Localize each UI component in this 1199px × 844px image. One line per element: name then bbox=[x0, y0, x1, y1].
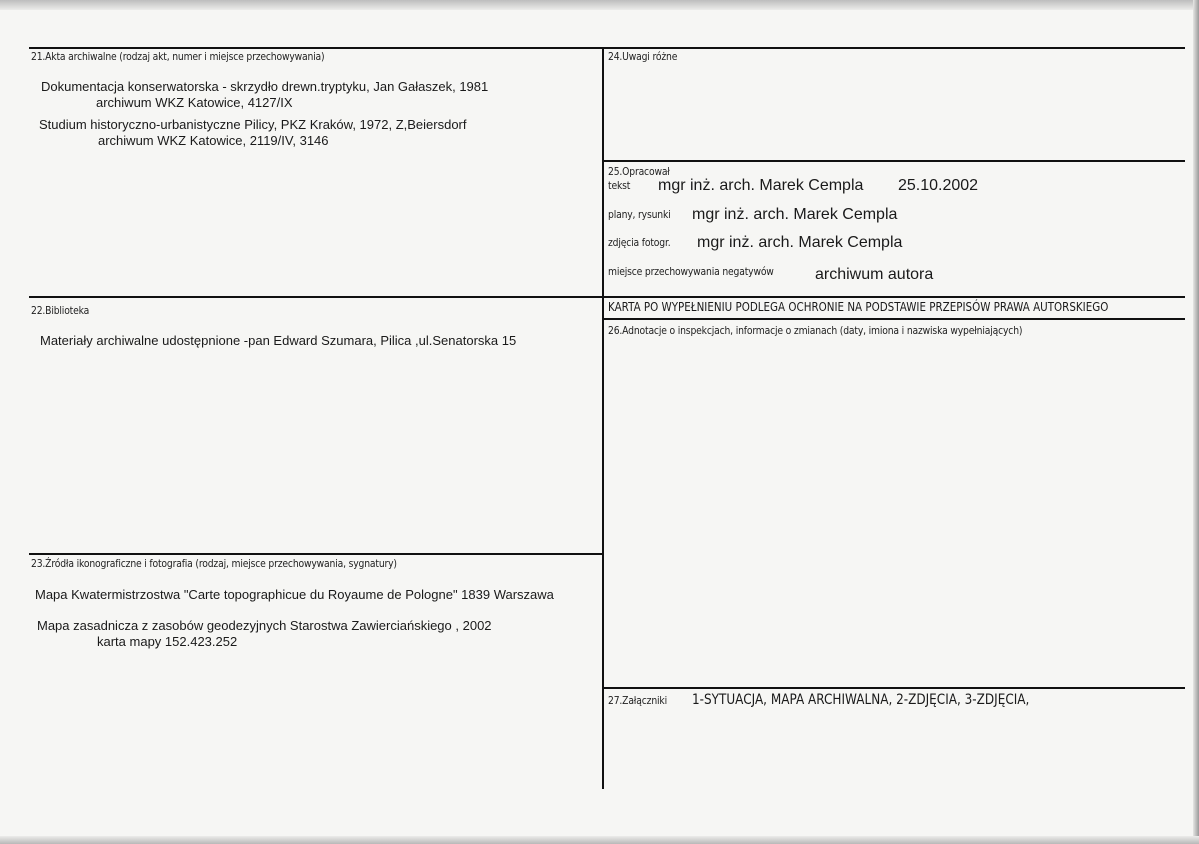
rule-22-23 bbox=[29, 553, 603, 555]
iconography-entry-1: Mapa Kwatermistrzostwa "Carte topographicue du Royaume de Pologne" 1839 Warszawa bbox=[35, 587, 554, 602]
section-21-label: 21.Akta archiwalne (rodzaj akt, numer i miejsce przechowywania) bbox=[31, 51, 325, 63]
photos-author-label: zdjęcia fotogr. bbox=[608, 237, 671, 249]
rule-note-26 bbox=[602, 318, 1185, 320]
top-rule bbox=[29, 47, 1185, 49]
library-entry: Materiały archiwalne udostępnione -pan Edward Szumara, Pilica ,ul.Senatorska 15 bbox=[40, 333, 517, 348]
rule-24-25 bbox=[602, 160, 1185, 162]
scan-edge-top bbox=[0, 0, 1199, 10]
archive-entry-2-line2: archiwum WKZ Katowice, 2119/IV, 3146 bbox=[98, 133, 329, 148]
attachments-value: 1-SYTUACJA, MAPA ARCHIWALNA, 2-ZDJĘCIA, 3-ZDJĘCIA, bbox=[692, 692, 1030, 708]
rule-26-27 bbox=[602, 687, 1185, 689]
iconography-entry-2-line2: karta mapy 152.423.252 bbox=[97, 634, 238, 649]
section-23-label: 23.Źródła ikonograficzne i fotografia (rodzaj, miejsce przechowywania, sygnatury) bbox=[31, 558, 397, 570]
archive-entry-1-line2: archiwum WKZ Katowice, 4127/IX bbox=[96, 95, 293, 110]
photos-author-value: mgr inż. arch. Marek Cempla bbox=[697, 234, 903, 251]
section-22-label: 22.Biblioteka bbox=[31, 305, 90, 317]
center-divider bbox=[602, 47, 604, 789]
negatives-location-value: archiwum autora bbox=[815, 266, 934, 283]
section-24-label: 24.Uwagi różne bbox=[608, 51, 678, 63]
text-author-label: tekst bbox=[608, 180, 631, 192]
drawings-author-value: mgr inż. arch. Marek Cempla bbox=[692, 206, 898, 223]
archive-entry-1-line1: Dokumentacja konserwatorska - skrzydło drewn.tryptyku, Jan Gałaszek, 1981 bbox=[41, 79, 489, 94]
copyright-note: KARTA PO WYPEŁNIENIU PODLEGA OCHRONIE NA PODSTAWIE PRZEPISÓW PRAWA AUTORSKIEGO bbox=[608, 300, 1109, 314]
rule-25-note bbox=[602, 296, 1185, 298]
section-25-label: 25.Opracował bbox=[608, 166, 670, 178]
scan-edge-right bbox=[1193, 0, 1199, 844]
iconography-entry-2-line1: Mapa zasadnicza z zasobów geodezyjnych Starostwa Zawierciańskiego , 2002 bbox=[37, 618, 492, 633]
section-27-label: 27.Załączniki bbox=[608, 695, 667, 707]
scan-edge-bottom bbox=[0, 836, 1199, 844]
section-26-label: 26.Adnotacje o inspekcjach, informacje o zmianach (daty, imiona i nazwiska wypełniających) bbox=[608, 325, 1023, 337]
negatives-location-label: miejsce przechowywania negatywów bbox=[608, 266, 774, 278]
text-author-value: mgr inż. arch. Marek Cempla bbox=[658, 177, 864, 194]
drawings-author-label: plany, rysunki bbox=[608, 209, 671, 221]
archive-entry-2-line1: Studium historyczno-urbanistyczne Pilicy, PKZ Kraków, 1972, Z,Beiersdorf bbox=[39, 117, 467, 132]
text-author-date: 25.10.2002 bbox=[898, 177, 979, 194]
rule-21-22 bbox=[29, 296, 603, 298]
